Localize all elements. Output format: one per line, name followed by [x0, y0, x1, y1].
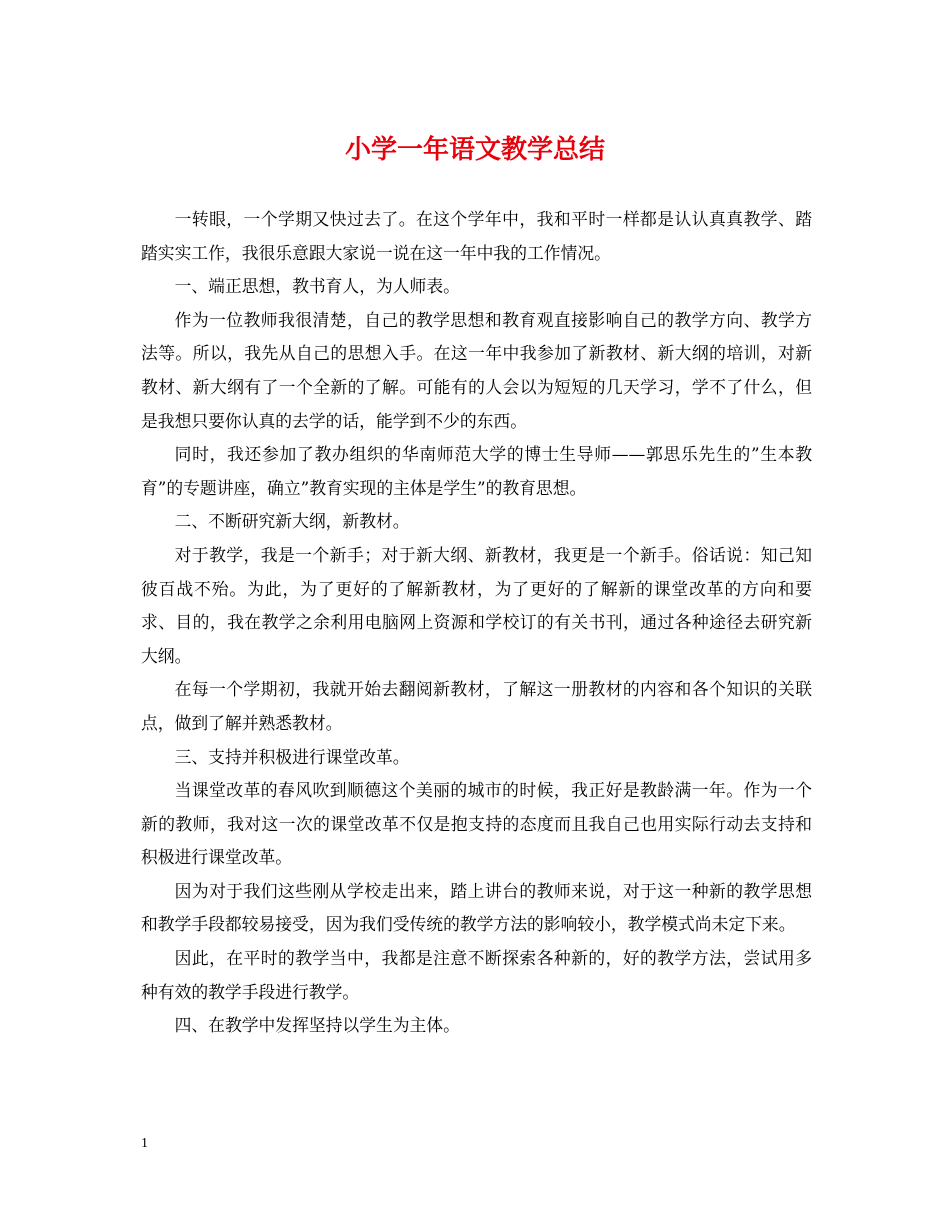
paragraph: 因此，在平时的教学当中，我都是注意不断探索各种新的，好的教学方法，尝试用多种有效的教学手段进行教学。: [141, 948, 812, 1002]
page-number: 1: [141, 1136, 148, 1151]
document-body: [141, 203, 812, 1043]
section-heading: 二、不断研究新大纲，新教材。: [174, 511, 410, 532]
paragraph: 对于教学，我是一个新手；对于新大纲、新教材，我更是一个新手。俗话说：知己知彼百战不殆。为此，为了更好的了解新教材，为了更好的了解新的课堂改革的方向和要求、目的，我在教学之余利用电脑网上资源和学校订的有关书刊，通过各种途径去研究新大纲。: [141, 544, 812, 666]
paragraph: 因为对于我们这些刚从学校走出来，踏上讲台的教师来说，对于这一种新的教学思想和教学手段都较易接受，因为我们受传统的教学方法的影响较小，教学模式尚未定下来。: [141, 880, 812, 935]
document-title: 小学一年语文教学总结: [344, 135, 605, 165]
paragraph: 一转眼，一个学期又快过去了。在这个学年中，我和平时一样都是认认真真教学、踏踏实实工作，我很乐意跟大家说一说在这一年中我的工作情况。: [141, 209, 812, 263]
paragraph: 同时，我还参加了教办组织的华南师范大学的博士生导师——郭思乐先生的”生本教育”的专题讲座，确立”教育实现的主体是学生”的教育思想。: [141, 444, 812, 498]
paragraph: 在每一个学期初，我就开始去翻阅新教材，了解这一册教材的内容和各个知识的关联点，做到了解并熟悉教材。: [141, 679, 812, 733]
paragraph: 作为一位教师我很清楚，自己的教学思想和教育观直接影响自己的教学方向、教学方法等。所以，我先从自己的思想入手。在这一年中我参加了新教材、新大纲的培训，对新教材、新大纲有了一个全新的了解。可能有的人会以为短短的几天学习，学不了什么，但是我想只要你认真的去学的话，能学到不少的东西。: [141, 309, 812, 431]
section-heading: 四、在教学中发挥坚持以学生为主体。: [174, 1015, 460, 1036]
section-heading: 三、支持并积极进行课堂改革。: [174, 746, 410, 767]
section-heading: 一、端正思想，教书育人，为人师表。: [174, 276, 460, 297]
paragraph: 当课堂改革的春风吹到顺德这个美丽的城市的时候，我正好是教龄满一年。作为一个新的教师，我对这一次的课堂改革不仅是抱支持的态度而且我自己也用实际行动去支持和积极进行课堂改革。: [141, 780, 812, 868]
